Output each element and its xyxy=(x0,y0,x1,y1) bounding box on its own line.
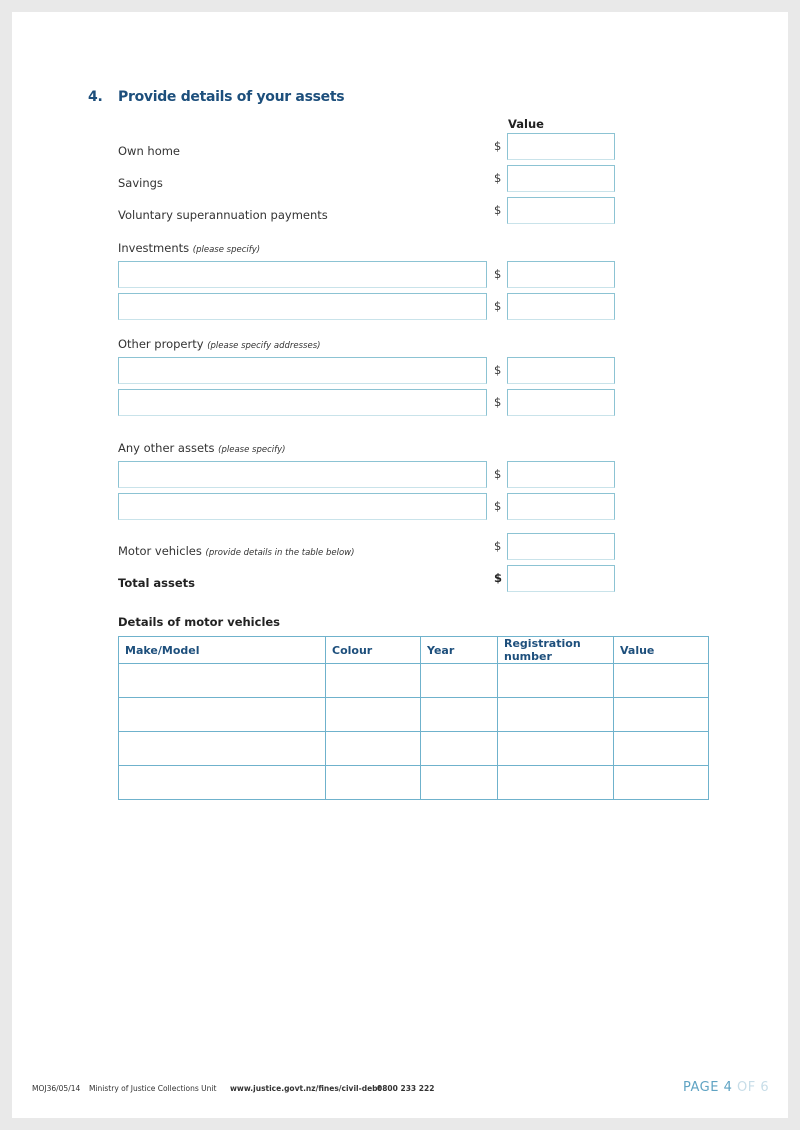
value-input[interactable] xyxy=(507,293,615,320)
table-row xyxy=(119,664,709,698)
table-cell-input[interactable] xyxy=(421,766,498,800)
hint: (please specify addresses) xyxy=(207,341,321,351)
column-header: Registration number xyxy=(498,637,614,664)
value-input[interactable] xyxy=(507,133,615,160)
currency-symbol: $ xyxy=(494,571,503,585)
currency-symbol: $ xyxy=(494,395,502,409)
hint: (please specify) xyxy=(192,245,261,255)
table-cell-input[interactable] xyxy=(326,698,421,732)
table-cell-input[interactable] xyxy=(119,732,326,766)
table-cell-input[interactable] xyxy=(614,698,709,732)
table-row xyxy=(119,766,709,800)
section-title: 4. Provide details of your assets xyxy=(88,89,345,105)
motor-vehicles-label: Motor vehicles (provide details in the table below) xyxy=(118,544,355,558)
column-header: Colour xyxy=(326,637,421,664)
vehicles-table xyxy=(118,636,709,800)
currency-symbol: $ xyxy=(494,467,502,481)
footer-url[interactable]: www.justice.govt.nz/fines/civil-debt xyxy=(230,1084,382,1093)
table-row xyxy=(119,698,709,732)
vehicles-title: Details of motor vehicles xyxy=(118,615,281,629)
table-cell-input[interactable] xyxy=(614,766,709,800)
value-input[interactable] xyxy=(507,461,615,488)
column-header: Value xyxy=(614,637,709,664)
group-label: Investments (please specify) xyxy=(118,241,261,255)
table-cell-input[interactable] xyxy=(119,766,326,800)
currency-symbol: $ xyxy=(494,499,502,513)
value-input[interactable] xyxy=(507,165,615,192)
table-cell-input[interactable] xyxy=(614,664,709,698)
table-cell-input[interactable] xyxy=(614,732,709,766)
specify-input[interactable] xyxy=(118,293,487,320)
table-cell-input[interactable] xyxy=(421,732,498,766)
specify-input[interactable] xyxy=(118,261,487,288)
table-cell-input[interactable] xyxy=(421,698,498,732)
footer-org: Ministry of Justice Collections Unit xyxy=(89,1084,217,1093)
currency-symbol: $ xyxy=(494,267,502,281)
table-cell-input[interactable] xyxy=(326,732,421,766)
table-cell-input[interactable] xyxy=(498,698,614,732)
table-cell-input[interactable] xyxy=(498,732,614,766)
hint: (provide details in the table below) xyxy=(205,548,355,558)
currency-symbol: $ xyxy=(494,299,502,313)
asset-label: Savings xyxy=(118,176,163,190)
specify-input[interactable] xyxy=(118,493,487,520)
value-input[interactable] xyxy=(507,197,615,224)
currency-symbol: $ xyxy=(494,363,502,377)
group-label: Other property (please specify addresses) xyxy=(118,337,321,351)
value-input[interactable] xyxy=(507,565,615,592)
currency-symbol: $ xyxy=(494,171,502,185)
page-indicator: PAGE 4 OF 6 xyxy=(683,1080,770,1095)
total-assets-label: Total assets xyxy=(118,576,196,590)
asset-label: Voluntary superannuation payments xyxy=(118,208,328,222)
table-cell-input[interactable] xyxy=(421,664,498,698)
value-input[interactable] xyxy=(507,261,615,288)
value-input[interactable] xyxy=(507,493,615,520)
table-cell-input[interactable] xyxy=(119,698,326,732)
footer-phone: 0800 233 222 xyxy=(377,1084,435,1093)
table-cell-input[interactable] xyxy=(326,766,421,800)
currency-symbol: $ xyxy=(494,203,502,217)
table-cell-input[interactable] xyxy=(498,766,614,800)
table-cell-input[interactable] xyxy=(119,664,326,698)
footer-code: MOJ36/05/14 xyxy=(32,1084,81,1093)
value-input[interactable] xyxy=(507,389,615,416)
currency-symbol: $ xyxy=(494,139,502,153)
column-header: Year xyxy=(421,637,498,664)
currency-symbol: $ xyxy=(494,539,502,553)
asset-label: Own home xyxy=(118,144,181,158)
value-input[interactable] xyxy=(507,533,615,560)
table-row xyxy=(119,732,709,766)
value-input[interactable] xyxy=(507,357,615,384)
specify-input[interactable] xyxy=(118,461,487,488)
column-header: Make/Model xyxy=(119,637,326,664)
value-header: Value xyxy=(508,117,544,131)
table-cell-input[interactable] xyxy=(326,664,421,698)
specify-input[interactable] xyxy=(118,389,487,416)
group-label: Any other assets (please specify) xyxy=(118,441,286,455)
specify-input[interactable] xyxy=(118,357,487,384)
table-cell-input[interactable] xyxy=(498,664,614,698)
hint: (please specify) xyxy=(218,445,286,455)
